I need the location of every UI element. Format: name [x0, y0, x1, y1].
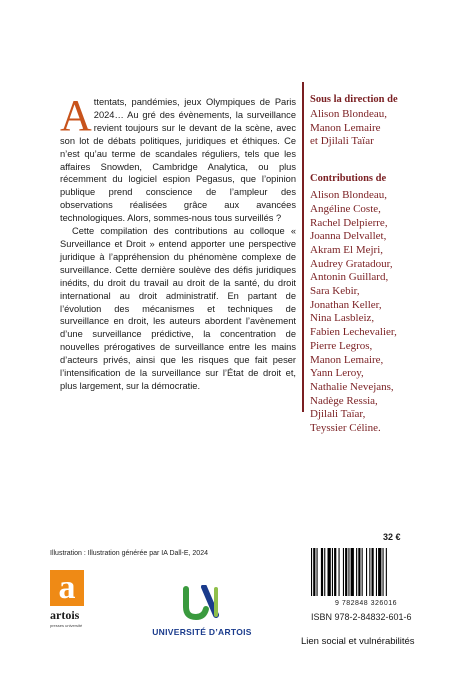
- contributor-name: Alison Blondeau,: [310, 189, 387, 202]
- collection-name: Lien social et vulnérabilités: [301, 636, 415, 647]
- publisher-logo-tagline: presses université: [50, 623, 83, 628]
- contributor-name: Joanna Delvallet,: [310, 230, 387, 243]
- university-name: UNIVERSITÉ D’ARTOIS: [152, 627, 252, 637]
- contributor-name: Jonathan Keller,: [310, 298, 382, 311]
- direction-heading: Sous la direction de: [310, 94, 398, 105]
- university-logo: [152, 585, 252, 637]
- blurb-paragraph-1: ttentats, pandémies, jeux Olympiques de Paris 2024… Au gré des évènements, la surveillance revient toujours sur le devant de la scène, avec son lot de débats politiques, juridiques et éthiques. Ce n’est qu’au terme de scandales réguliers, tels que les affaires Snowden, Cambridge Analytica, ou plus récemment du logiciel espion Pegasus, que l’opinion publique prend conscience de l’ampleur des observations réalisées grâce aux avancées technologiques. Alors, sommes-nous tous surveillés ?: [60, 97, 296, 224]
- contributor-name: Fabien Lechevalier,: [310, 326, 397, 339]
- directors-list: [310, 108, 438, 149]
- barcode: [309, 548, 423, 596]
- director-name: Alison Blondeau,: [310, 108, 387, 120]
- publisher-logo: [50, 570, 88, 628]
- contributor-name: Sara Kebir,: [310, 285, 360, 298]
- barcode-digits: 9 782848 326016: [335, 600, 397, 607]
- contributor-name: Audrey Gratadour,: [310, 257, 393, 270]
- university-emblem-icon: [172, 585, 232, 623]
- contributor-name: Teyssier Céline.: [310, 422, 381, 435]
- contributor-name: Angéline Coste,: [310, 202, 381, 215]
- illustration-credit: Illustration : Illustration générée par IA Dall-E, 2024: [50, 550, 208, 557]
- price-label: 32 €: [383, 532, 401, 542]
- contributor-name: Nadège Ressia,: [310, 394, 378, 407]
- contributor-name: Akram El Mejri,: [310, 243, 384, 256]
- contributions-heading: Contributions de: [310, 173, 387, 185]
- isbn-label: ISBN 978-2-84832-601-6: [311, 612, 412, 622]
- contributor-name: Rachel Delpierre,: [310, 216, 388, 229]
- contributor-name: Nathalie Nevejans,: [310, 380, 394, 393]
- director-name: Manon Lemaire: [310, 121, 381, 134]
- contributor-name: Antonin Guillard,: [310, 271, 389, 284]
- contributors-list: [310, 189, 438, 436]
- director-name: et Djilali Taïar: [310, 135, 374, 148]
- contributor-name: Pierre Legros,: [310, 339, 373, 352]
- vertical-divider: [302, 82, 304, 412]
- publisher-logo-letter: a: [50, 570, 84, 606]
- contributor-name: Nina Lasbleiz,: [310, 312, 375, 325]
- publisher-logo-word: artois: [50, 608, 80, 622]
- contributor-name: Yann Leroy,: [310, 367, 364, 380]
- credits-sidebar: [310, 94, 438, 436]
- back-cover-blurb: [60, 91, 296, 393]
- contributor-name: Djilali Taïar,: [310, 408, 366, 421]
- blurb-paragraph-2: Cette compilation des contributions au colloque « Surveillance et Droit » entend apporter une perspective juridique à l’appréhension du phénomène complexe de surveillance. Cette dernière soulève des défis juridiques inédits, du droit du travail au droit de la santé, du droit international au droit administratif. En partant de l’évolution des mécanismes et techniques de surveillance en droit, les auteurs abordent l’avènement d’une surveillance prédictive, la concentration de nouvelles prérogatives de surveillance entre les mains d’acteurs privés, ainsi que les risques que fait peser l’intensification de la surveillance sur l’État de droit et, plus largement, sur la démocratie.: [60, 226, 296, 391]
- contributor-name: Manon Lemaire,: [310, 353, 384, 366]
- drop-cap: A: [60, 91, 92, 140]
